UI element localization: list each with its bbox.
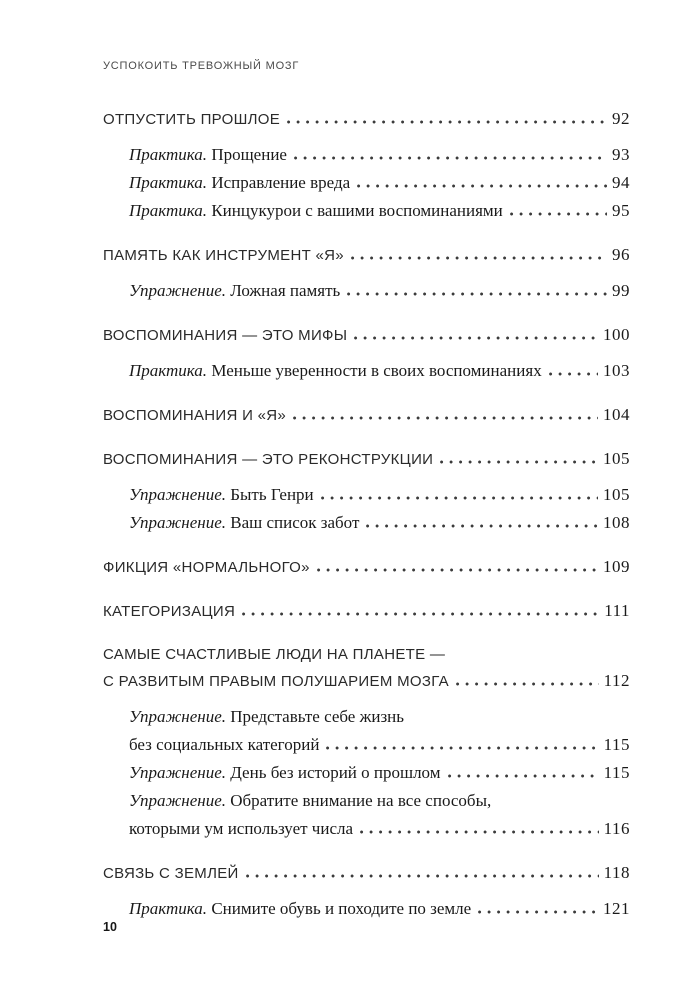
- toc-entry-title: Упражнение. Ваш список забот: [129, 513, 360, 532]
- dot-leader: [360, 830, 599, 834]
- toc-line: [129, 169, 630, 197]
- toc-entry-chapter: [103, 242, 630, 269]
- toc-entry-title: ВОСПОМИНАНИЯ И «Я»: [103, 407, 287, 424]
- dot-leader: [366, 524, 598, 528]
- toc-entry-sub: [103, 703, 630, 759]
- toc-entry-title: Упражнение. Представьте себе жизнь: [129, 707, 405, 726]
- toc-entry-sub: [103, 277, 630, 305]
- toc-entry-type-label: Практика.: [129, 361, 212, 380]
- toc-entry-sub: [103, 169, 630, 197]
- toc-entry-title: Практика. Снимите обувь и походите по земле: [129, 899, 472, 918]
- toc-page-number: 100: [603, 325, 630, 344]
- toc-line: [103, 402, 630, 429]
- toc-line: [129, 141, 630, 169]
- toc-entry-title: СВЯЗЬ С ЗЕМЛЕЙ: [103, 865, 239, 882]
- toc-line: [103, 598, 630, 625]
- toc-page-number: 99: [612, 281, 630, 300]
- dot-leader: [549, 372, 598, 376]
- dot-leader: [448, 774, 599, 778]
- toc-line: [129, 357, 630, 385]
- toc-entry-title: Практика. Кинцукурои с вашими воспоминаниями: [129, 201, 503, 220]
- toc-line: [103, 642, 630, 668]
- dot-leader: [354, 336, 598, 340]
- dot-leader: [242, 612, 599, 616]
- dot-leader: [321, 496, 598, 500]
- toc-entry-chapter: [103, 554, 630, 581]
- toc-entry-sub: [103, 895, 630, 923]
- toc-entry-title: Упражнение. Обратите внимание на все способы,: [129, 791, 492, 810]
- toc-page-number: 118: [603, 863, 630, 882]
- toc-line: [129, 703, 630, 731]
- dot-leader: [357, 184, 607, 188]
- toc-entry-title: Практика. Прощение: [129, 145, 287, 164]
- toc-entry-title: Практика. Исправление вреда: [129, 173, 351, 192]
- toc-line: [129, 787, 630, 815]
- toc-entry-sub: [103, 197, 630, 225]
- toc-entry-type-label: Практика.: [129, 201, 212, 220]
- toc-entry-type-label: Практика.: [129, 899, 212, 918]
- toc-page-number: 105: [603, 449, 630, 468]
- toc-entry-chapter: [103, 106, 630, 133]
- toc-entry-sub: [103, 481, 630, 509]
- toc-page-number: 93: [612, 145, 630, 164]
- toc-line: [103, 860, 630, 887]
- toc-line: [129, 481, 630, 509]
- toc-line: [129, 895, 630, 923]
- toc-entry-title: Упражнение. Ложная память: [129, 281, 341, 300]
- toc-page-number: 111: [604, 601, 630, 620]
- toc-page-number: 121: [603, 899, 630, 918]
- toc-entry-type-label: Упражнение.: [129, 513, 231, 532]
- toc-page-number: 92: [612, 109, 630, 128]
- toc-line: [129, 759, 630, 787]
- toc-line: [103, 322, 630, 349]
- toc-entry-title: ВОСПОМИНАНИЯ — ЭТО МИФЫ: [103, 327, 348, 344]
- toc-line: [129, 509, 630, 537]
- toc-entry-title: КАТЕГОРИЗАЦИЯ: [103, 603, 236, 620]
- toc-line: [103, 106, 630, 133]
- toc-entry-sub: [103, 787, 630, 843]
- toc-line: [129, 277, 630, 305]
- footer-page-number: 10: [103, 920, 117, 934]
- dot-leader: [294, 156, 607, 160]
- toc-entry-sub: [103, 759, 630, 787]
- toc-page-number: 103: [603, 361, 630, 380]
- running-header: УСПОКОИТЬ ТРЕВОЖНЫЙ МОЗГ: [103, 60, 300, 72]
- toc-entry-title: Упражнение. День без историй о прошлом: [129, 763, 441, 782]
- dot-leader: [478, 910, 598, 914]
- toc-entry-title: Упражнение. Быть Генри: [129, 485, 314, 504]
- toc-entry-title: ФИКЦИЯ «НОРМАЛЬНОГО»: [103, 559, 310, 576]
- toc-line: [129, 731, 630, 759]
- dot-leader: [510, 212, 607, 216]
- dot-leader: [351, 256, 607, 260]
- toc-line: [103, 446, 630, 473]
- toc-entry-type-label: Упражнение.: [129, 763, 231, 782]
- toc-entry-chapter: [103, 322, 630, 349]
- toc-entry-type-label: Упражнение.: [129, 485, 231, 504]
- toc-entry-chapter: [103, 598, 630, 625]
- toc-page-number: 116: [603, 819, 630, 838]
- toc-entry-title: С РАЗВИТЫМ ПРАВЫМ ПОЛУШАРИЕМ МОЗГА: [103, 673, 449, 690]
- toc-entry-type-label: Практика.: [129, 145, 212, 164]
- toc-line: [129, 197, 630, 225]
- dot-leader: [326, 746, 598, 750]
- toc-entry-title: Практика. Меньше уверенности в своих воспоминаниях: [129, 361, 542, 380]
- toc-page-number: 105: [603, 485, 630, 504]
- toc-page-number: 115: [603, 763, 630, 782]
- toc-entry-type-label: Упражнение.: [129, 791, 231, 810]
- toc-page-number: 108: [603, 513, 630, 532]
- toc-entry-title: без социальных категорий: [129, 735, 320, 754]
- toc-entry-type-label: Упражнение.: [129, 281, 231, 300]
- toc-entry-type-label: Практика.: [129, 173, 212, 192]
- toc-entry-title: ПАМЯТЬ КАК ИНСТРУМЕНТ «Я»: [103, 247, 344, 264]
- dot-leader: [317, 568, 598, 572]
- dot-leader: [246, 874, 599, 878]
- toc-entry-title: САМЫЕ СЧАСТЛИВЫЕ ЛЮДИ НА ПЛАНЕТЕ —: [103, 646, 446, 663]
- toc-line: [103, 242, 630, 269]
- toc-entry-chapter: [103, 860, 630, 887]
- toc-entry-sub: [103, 357, 630, 385]
- toc-page-number: 95: [612, 201, 630, 220]
- toc-page-number: 109: [603, 557, 630, 576]
- toc-line: [103, 668, 630, 695]
- toc-list: [103, 106, 630, 923]
- toc-entry-type-label: Упражнение.: [129, 707, 231, 726]
- toc-entry-title: ОТПУСТИТЬ ПРОШЛОЕ: [103, 111, 281, 128]
- toc-entry-title: которыми ум использует числа: [129, 819, 354, 838]
- toc-line: [129, 815, 630, 843]
- toc-entry-chapter: [103, 446, 630, 473]
- toc-page-number: 94: [612, 173, 630, 192]
- toc-entry-title: ВОСПОМИНАНИЯ — ЭТО РЕКОНСТРУКЦИИ: [103, 451, 434, 468]
- toc-page-number: 115: [603, 735, 630, 754]
- toc-page-number: 104: [603, 405, 630, 424]
- dot-leader: [347, 292, 607, 296]
- toc-entry-chapter: [103, 642, 630, 695]
- dot-leader: [287, 120, 607, 124]
- dot-leader: [440, 460, 598, 464]
- toc-page-number: 112: [603, 671, 630, 690]
- dot-leader: [456, 682, 599, 686]
- toc-page-number: 96: [612, 245, 630, 264]
- toc-line: [103, 554, 630, 581]
- toc-entry-chapter: [103, 402, 630, 429]
- toc-entry-sub: [103, 509, 630, 537]
- dot-leader: [293, 416, 598, 420]
- toc-entry-sub: [103, 141, 630, 169]
